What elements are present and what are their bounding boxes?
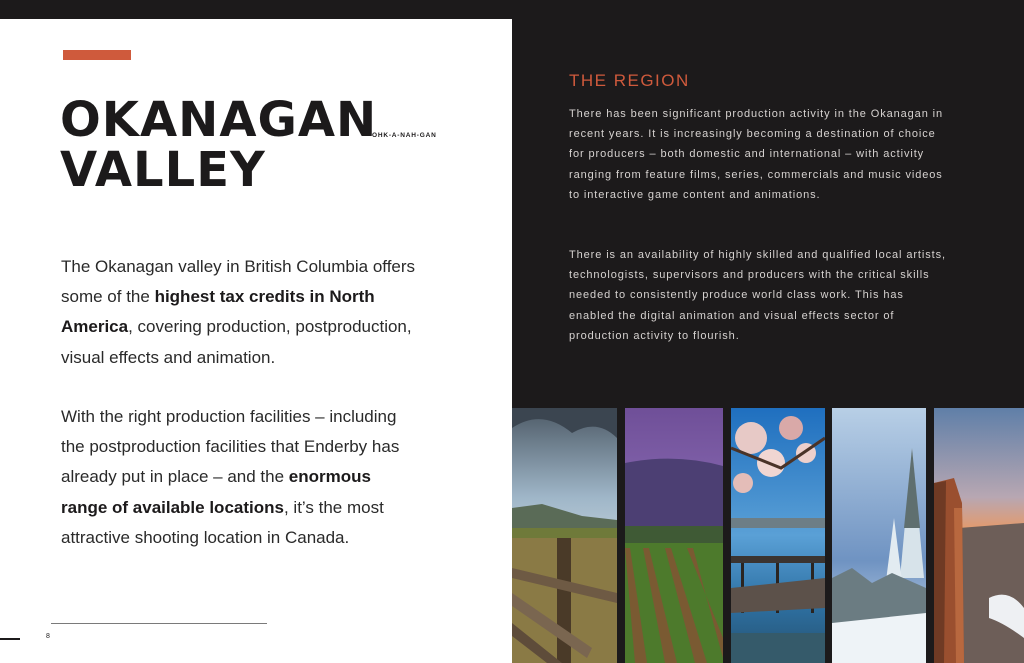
vineyard-image (625, 408, 723, 663)
photo-blossom-dock (731, 408, 825, 663)
photo-strip (512, 408, 1024, 663)
accent-bar (63, 50, 131, 60)
snowy-forest-image (832, 408, 926, 663)
valley-fence-image (512, 408, 617, 663)
title-line-2: VALLEY (60, 142, 266, 198)
photo-snowy-forest (832, 408, 926, 663)
right-page (512, 19, 1024, 663)
intro-paragraph-2 (61, 402, 411, 553)
photo-valley-fence (512, 408, 617, 663)
photo-rock-sunset (934, 408, 1024, 663)
top-dark-band (0, 0, 1024, 19)
rock-sunset-image (934, 408, 1024, 663)
blossom-dock-image (731, 408, 825, 663)
intro-p1-text-c: , covering production, postproduction, visual effects and animation. (61, 317, 412, 367)
footer-rule (51, 623, 267, 624)
intro-p1-text-a: The Okanagan valley in British Columbia offers some of the (61, 257, 416, 307)
intro-paragraph-1 (61, 252, 431, 373)
page-title (60, 92, 378, 198)
title-line-1: OKANAGAN (60, 92, 378, 148)
left-page (0, 19, 512, 663)
photo-vineyard (625, 408, 723, 663)
intro-p1-highlight: highest tax credits in North America (61, 287, 375, 337)
region-paragraph-1: There has been significant production activity in the Okanagan in recent years. It is increasingly becoming a destination of choice for producers – both domestic and international – with activity ranging from feature films, series, commercials and music videos to interactive game content and animations. (569, 108, 944, 201)
region-paragraph-2: There is an availability of highly skilled and qualified local artists, technologists, supervisors and producers with the critical skills needed to consistently produce world class work. This has enabled the digital animation and visual effects sector of production activity to flourish. (569, 249, 946, 342)
intro-p2-highlight: enormous range of available locations (61, 467, 371, 517)
region-heading: THE REGION (569, 71, 690, 90)
footer-mark (0, 638, 20, 640)
page-number: 8 (46, 633, 50, 640)
pronunciation-guide: OHK-A-NAH-GAN (372, 132, 437, 139)
intro-p2-text-a: With the right production facilities – including the postproduction facilities that Enderby has already put in place – and the (61, 407, 400, 487)
intro-p2-text-c: , it’s the most attractive shooting location in Canada. (61, 497, 384, 547)
